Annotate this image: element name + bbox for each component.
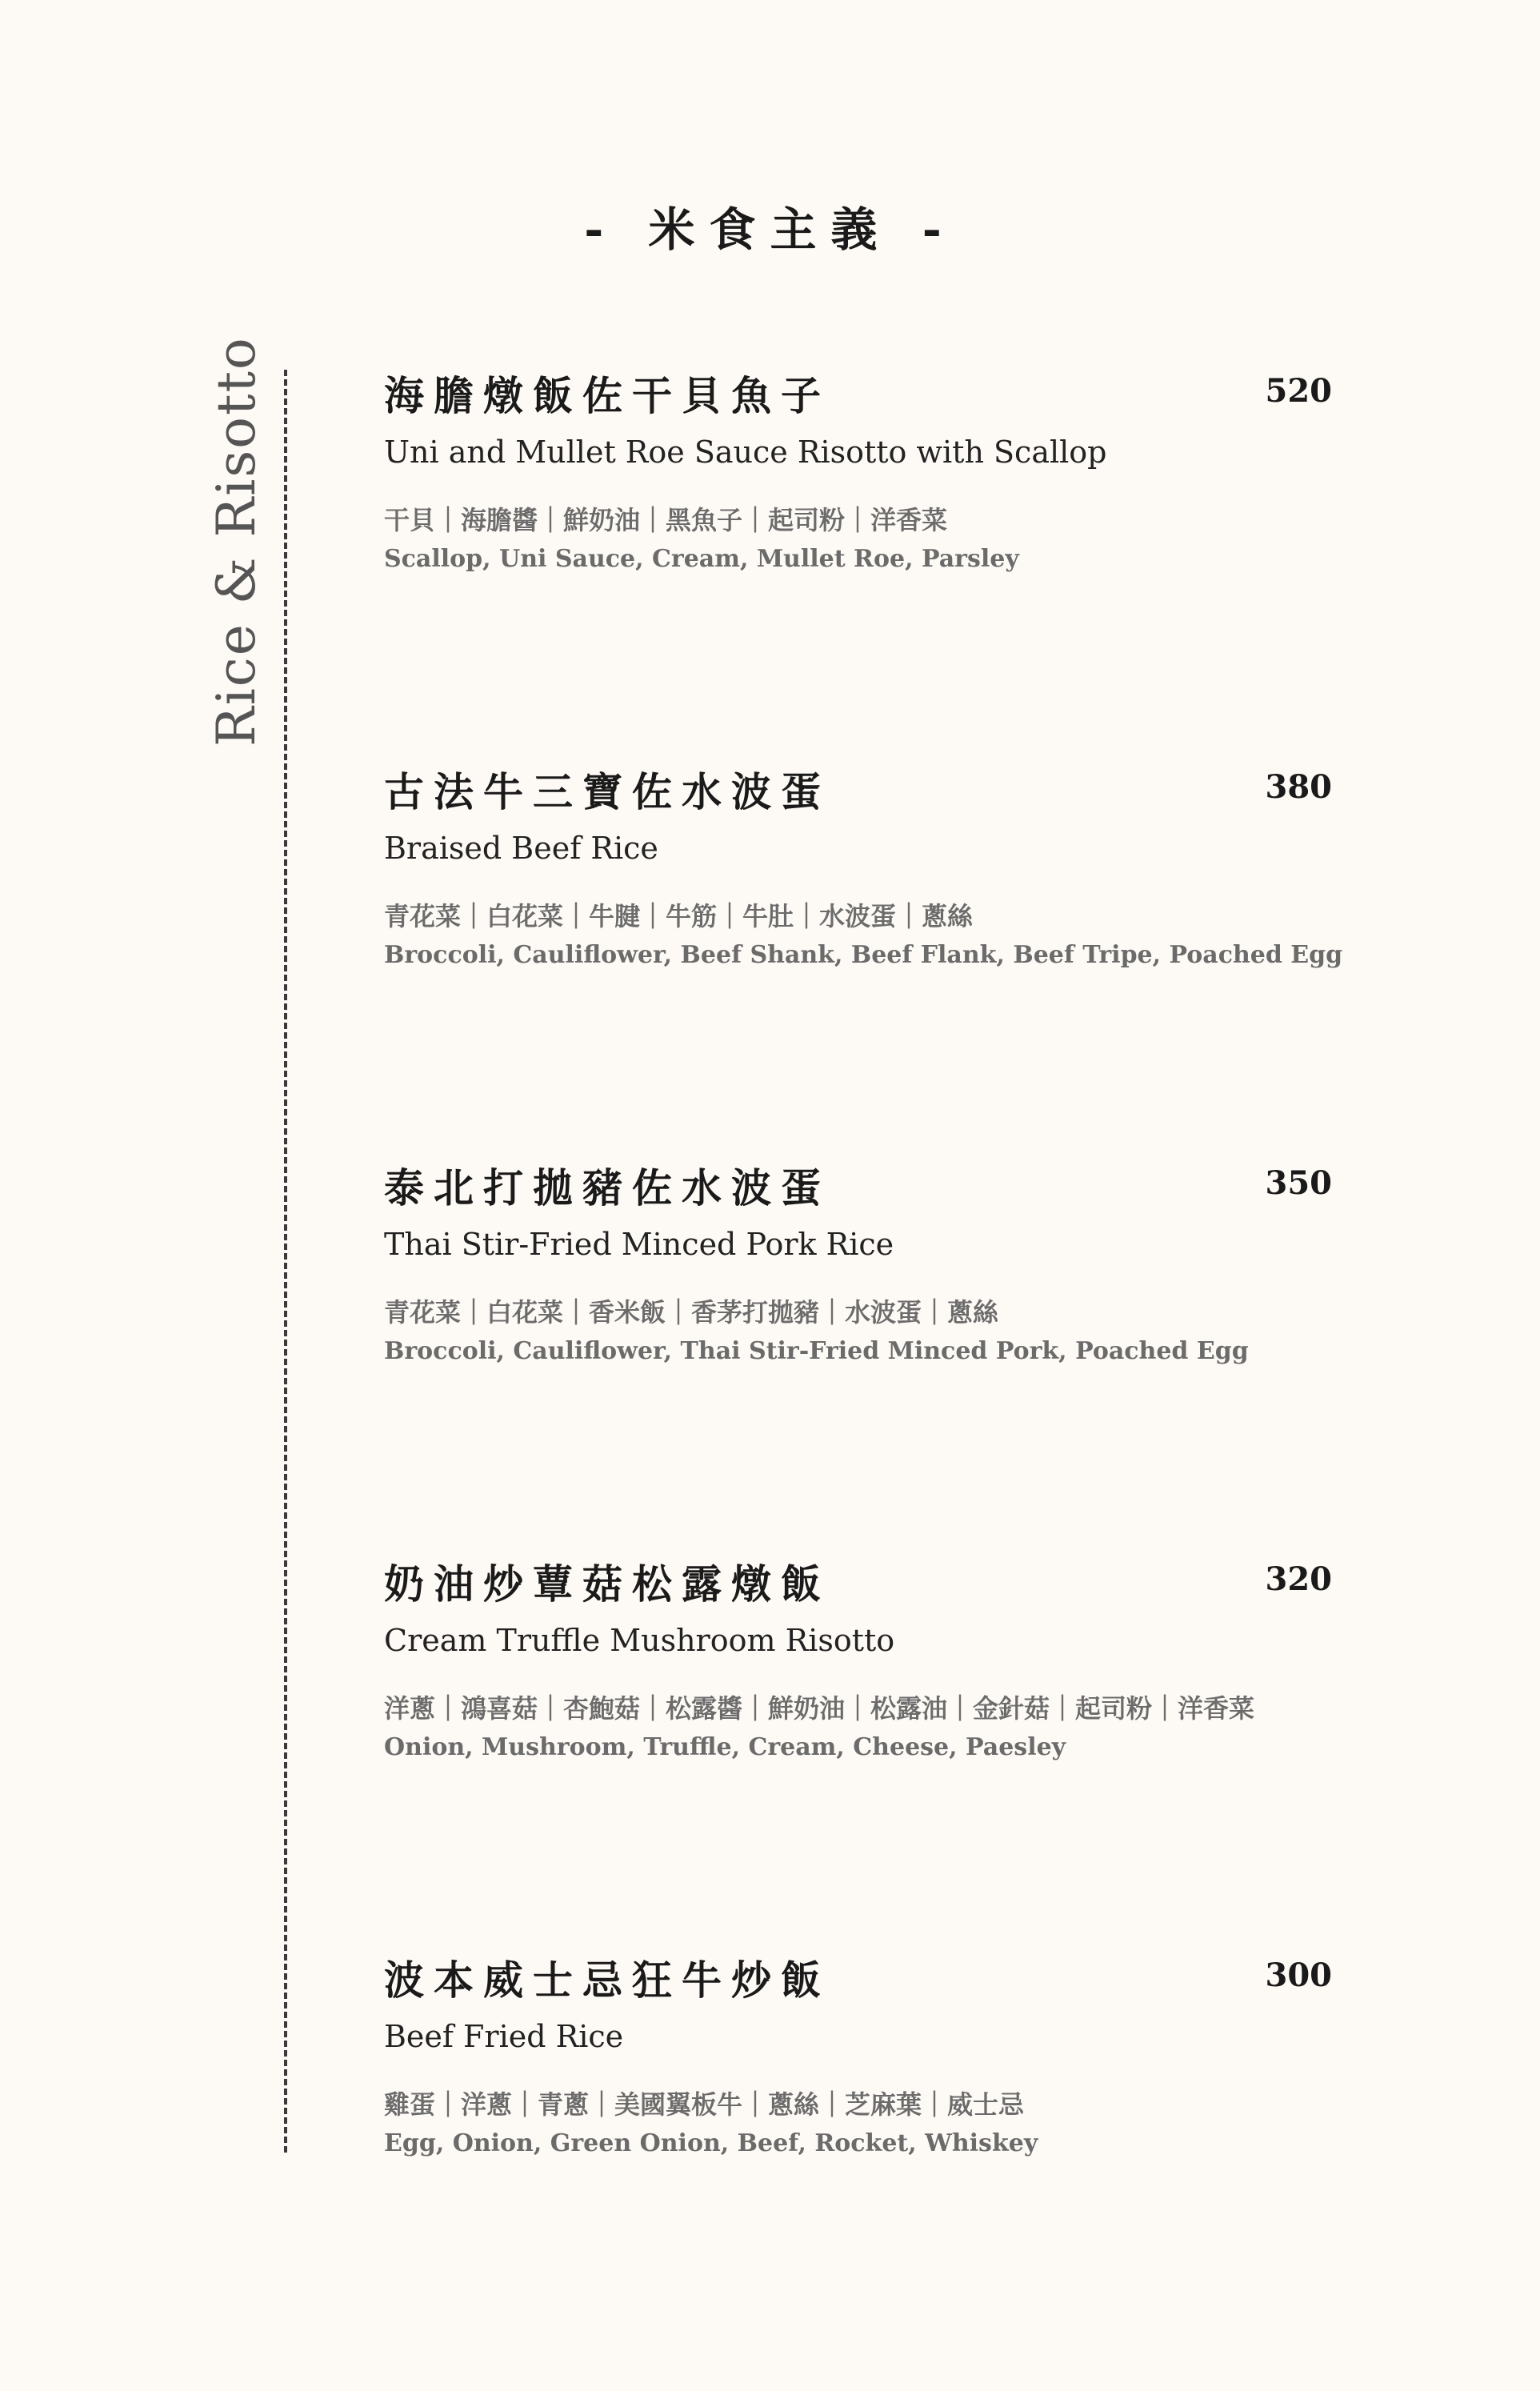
section-side-label: Rice & Risotto <box>206 336 267 747</box>
item-ingredients-zh: 雞蛋｜洋蔥｜青蔥｜美國翼板牛｜蔥絲｜芝麻葉｜威士忌 <box>384 2089 1025 2120</box>
item-price: 350 <box>1265 1164 1332 1202</box>
item-price: 320 <box>1265 1560 1332 1598</box>
item-ingredients-zh: 干貝｜海膽醬｜鮮奶油｜黑魚子｜起司粉｜洋香菜 <box>384 505 948 535</box>
item-name-zh: 泰北打拋豬佐水波蛋 <box>384 1164 830 1212</box>
item-name-zh: 奶油炒蕈菇松露燉飯 <box>384 1560 830 1608</box>
item-price: 380 <box>1265 768 1332 806</box>
item-name-en: Cream Truffle Mushroom Risotto <box>384 1623 895 1658</box>
item-name-en: Beef Fried Rice <box>384 2019 624 2054</box>
item-name-zh: 波本威士忌狂牛炒飯 <box>384 1956 830 2004</box>
item-ingredients-zh: 青花菜｜白花菜｜香米飯｜香茅打拋豬｜水波蛋｜蔥絲 <box>384 1297 999 1328</box>
item-name-en: Uni and Mullet Roe Sauce Risotto with Scallop <box>384 435 1107 470</box>
item-ingredients-zh: 青花菜｜白花菜｜牛腱｜牛筋｜牛肚｜水波蛋｜蔥絲 <box>384 901 974 931</box>
dashed-divider <box>284 370 287 2153</box>
item-ingredients-en: Onion, Mushroom, Truffle, Cream, Cheese, Paesley <box>384 1733 1066 1761</box>
item-price: 300 <box>1265 1956 1332 1994</box>
item-ingredients-en: Egg, Onion, Green Onion, Beef, Rocket, Whiskey <box>384 2129 1038 2157</box>
item-name-zh: 古法牛三寶佐水波蛋 <box>384 768 830 815</box>
item-ingredients-en: Broccoli, Cauliflower, Thai Stir-Fried Minced Pork, Poached Egg <box>384 1337 1249 1365</box>
item-ingredients-en: Scallop, Uni Sauce, Cream, Mullet Roe, Parsley <box>384 545 1019 573</box>
item-ingredients-zh: 洋蔥｜鴻喜菇｜杏鮑菇｜松露醬｜鮮奶油｜松露油｜金針菇｜起司粉｜洋香菜 <box>384 1693 1255 1724</box>
item-name-en: Thai Stir-Fried Minced Pork Rice <box>384 1227 894 1262</box>
page-title: - 米食主義 - <box>584 202 956 257</box>
item-name-en: Braised Beef Rice <box>384 831 658 866</box>
item-ingredients-en: Broccoli, Cauliflower, Beef Shank, Beef Flank, Beef Tripe, Poached Egg <box>384 941 1343 969</box>
item-name-zh: 海膽燉飯佐干貝魚子 <box>384 372 830 419</box>
item-price: 520 <box>1265 372 1332 410</box>
